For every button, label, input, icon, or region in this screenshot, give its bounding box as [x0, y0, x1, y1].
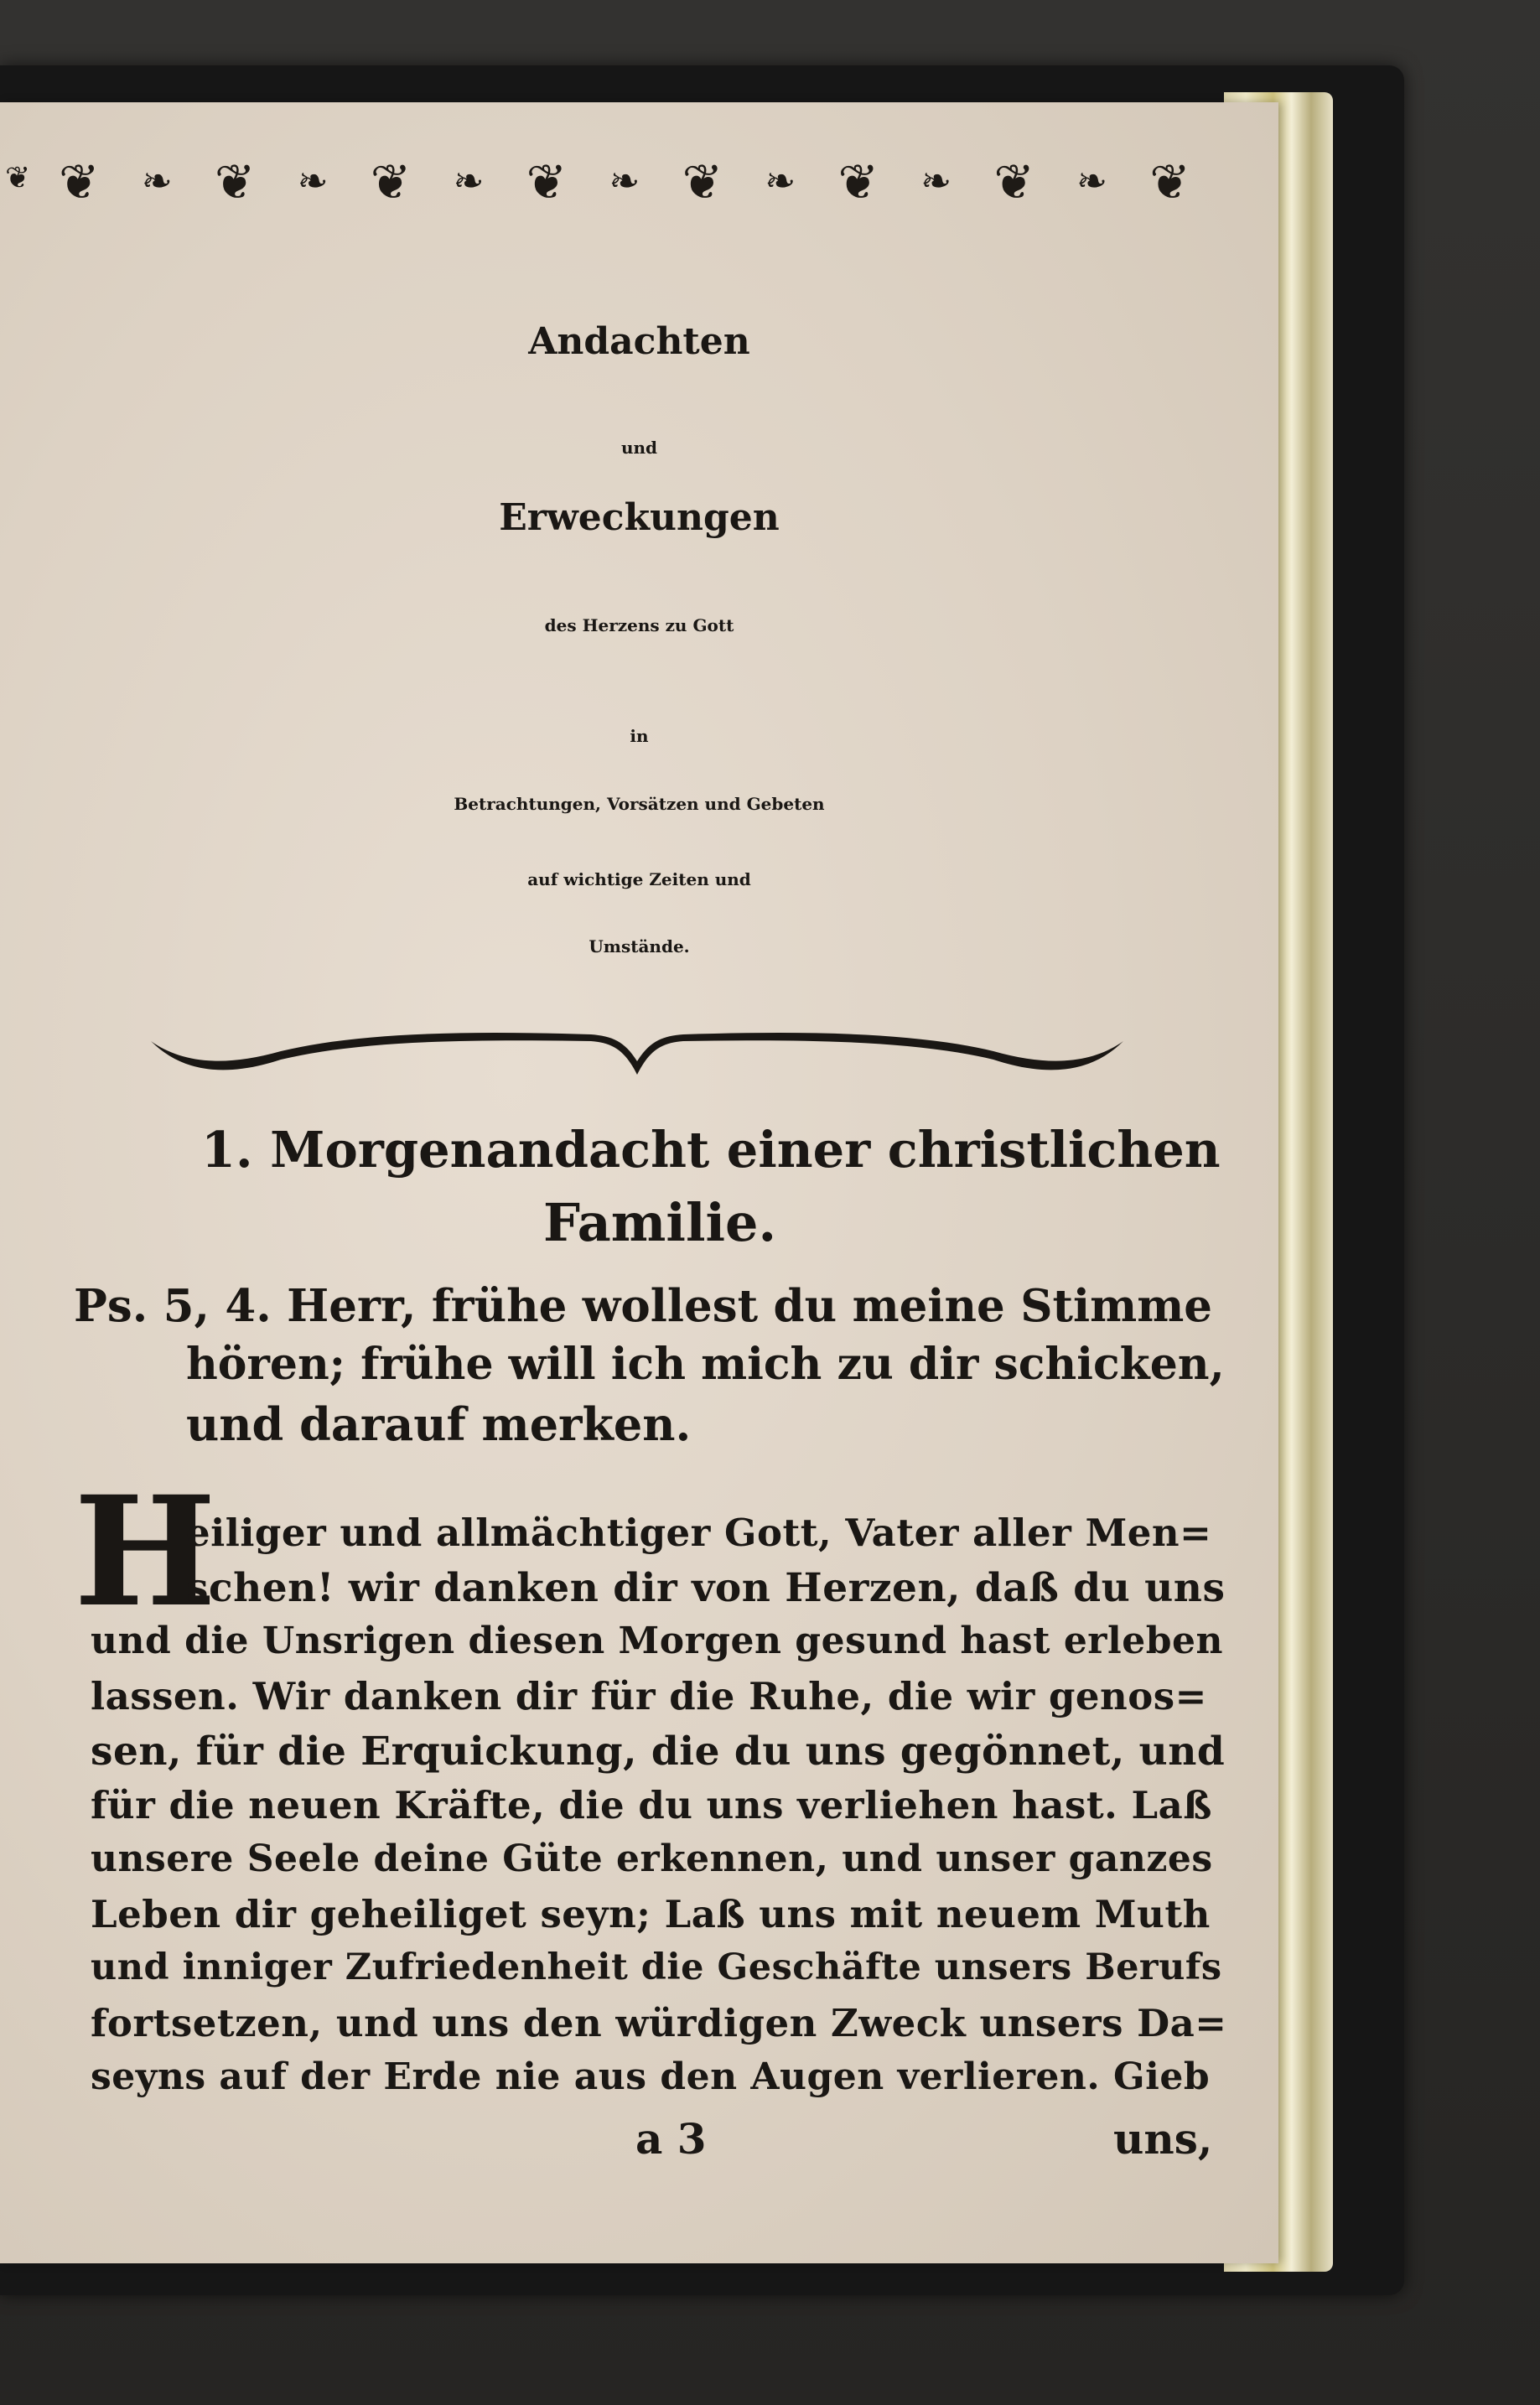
vine-icon: ❧	[765, 160, 796, 203]
title-des-herzens: des Herzens zu Gott	[544, 615, 734, 635]
body-line: lassen. Wir danken dir für die Ruhe, die wir genos=	[91, 1674, 1207, 1718]
body-line: sen, für die Erquickung, die du uns gegönnet, und	[91, 1729, 1226, 1775]
fleuron-icon: ❦	[837, 153, 879, 210]
title-betrachtungen: Betrachtungen, Vorsätzen und Gebeten	[454, 794, 825, 814]
verse-line-3: und darauf merken.	[186, 1397, 692, 1451]
body-line: unsere Seele deine Güte erkennen, und unser ganzes	[91, 1837, 1213, 1880]
body-line: für die neuen Kräfte, die du uns verliehen hast. Laß	[91, 1783, 1212, 1827]
vine-icon: ❧	[609, 160, 640, 203]
catchword: uns,	[1113, 2114, 1213, 2164]
title-und: und	[620, 438, 658, 458]
title-in: in	[630, 726, 649, 746]
vine-icon: ❧	[453, 160, 485, 203]
body-line: fortsetzen, und uns den würdigen Zweck unsers Da=	[91, 2001, 1227, 2045]
body-line: und inniger Zufriedenheit die Geschäfte unsers Berufs	[91, 1946, 1222, 1988]
fleuron-icon: ❦	[214, 153, 256, 210]
section-heading-line-1: 1. Morgenandacht einer christlichen	[201, 1121, 1221, 1179]
verse-line-1: Ps. 5, 4. Herr, frühe wollest du meine Stimme	[74, 1280, 1212, 1332]
body-line: seyns auf der Erde nie aus den Augen verlieren. Gieb	[91, 2055, 1211, 2098]
title-erweckungen: Erweckungen	[499, 496, 780, 539]
vine-icon: ❧	[141, 160, 173, 203]
fleuron-icon: ❦	[1149, 153, 1190, 210]
section-heading-line-2: Familie.	[543, 1192, 777, 1253]
body-line: Leben dir geheiliget seyn; Laß uns mit neuem Muth	[91, 1892, 1211, 1936]
vine-icon: ❧	[920, 160, 952, 203]
vine-icon: ❧	[297, 160, 329, 203]
ornament-border	[59, 148, 1190, 215]
title-andachten: Andachten	[528, 320, 750, 363]
fleuron-icon: ❦	[370, 153, 412, 210]
verse-line-2: hören; frühe will ich mich zu dir schicken,	[186, 1339, 1225, 1390]
signature-mark: a 3	[635, 2114, 707, 2164]
body-line: schen! wir danken dir von Herzen, daß du uns	[186, 1565, 1226, 1611]
fleuron-icon: ❦	[993, 153, 1034, 210]
fleuron-icon: ❦	[682, 153, 723, 210]
fleuron-icon: ❦	[59, 153, 100, 210]
body-line: eiliger und allmächtiger Gott, Vater aller Men=	[186, 1511, 1212, 1555]
ornament-mark-icon: ❦	[5, 161, 31, 195]
body-line: und die Unsrigen diesen Morgen gesund hast erleben	[91, 1620, 1223, 1662]
fleuron-icon: ❦	[526, 153, 568, 210]
horizontal-brace-divider	[147, 1024, 1128, 1091]
title-wichtige-zeiten: auf wichtige Zeiten und	[527, 869, 751, 889]
vine-icon: ❧	[1076, 160, 1108, 203]
title-umstaende: Umstände.	[589, 936, 690, 956]
book-page	[0, 102, 1278, 2263]
drop-cap: H	[74, 1464, 217, 1640]
